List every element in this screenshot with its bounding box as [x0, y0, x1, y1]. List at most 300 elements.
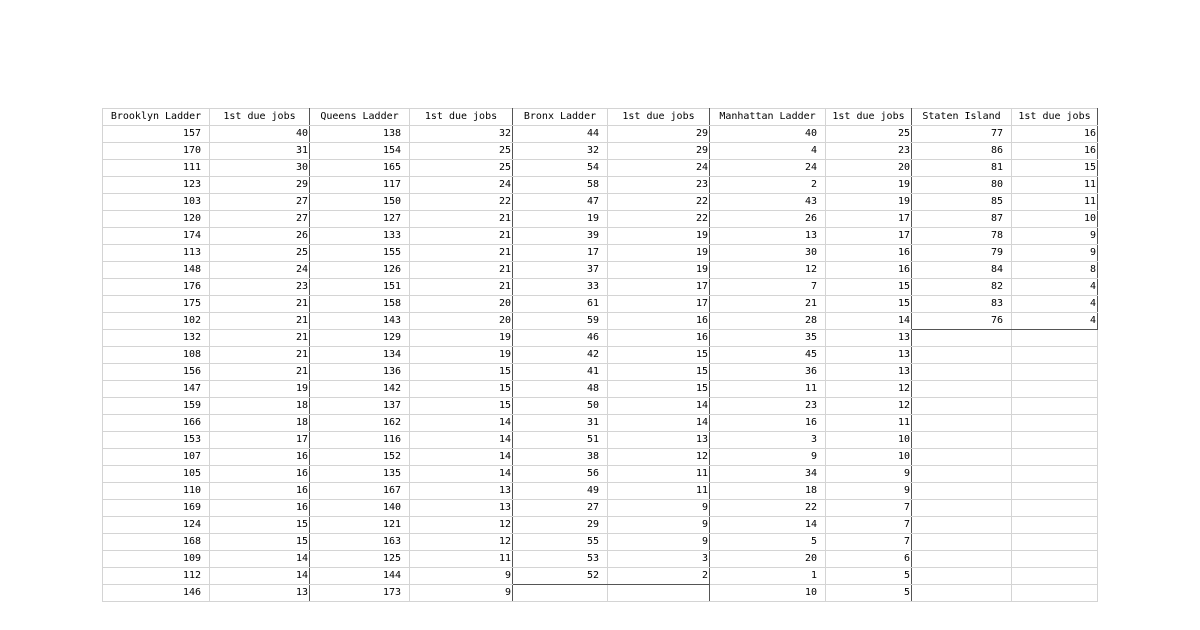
- table-row: [103, 534, 1098, 551]
- cell-first-due-jobs[interactable]: 25: [410, 143, 513, 160]
- cell-ladder-number[interactable]: 80: [912, 177, 1012, 194]
- cell-ladder-number[interactable]: 45: [710, 347, 826, 364]
- cell-ladder-number[interactable]: 31: [513, 415, 608, 432]
- table-row: [103, 500, 1098, 517]
- cell-ladder-number[interactable]: 79: [912, 245, 1012, 262]
- cell-first-due-jobs[interactable]: 19: [826, 194, 912, 211]
- cell-ladder-number[interactable]: 143: [310, 313, 410, 330]
- cell-ladder-number[interactable]: 147: [103, 381, 210, 398]
- cell-ladder-number[interactable]: 16: [710, 415, 826, 432]
- cell-first-due-jobs[interactable]: 15: [1012, 160, 1098, 177]
- cell-empty[interactable]: [912, 551, 1012, 568]
- cell-first-due-jobs[interactable]: 12: [826, 381, 912, 398]
- cell-ladder-number[interactable]: 53: [513, 551, 608, 568]
- cell-first-due-jobs[interactable]: 10: [1012, 211, 1098, 228]
- cell-ladder-number[interactable]: 41: [513, 364, 608, 381]
- cell-first-due-jobs[interactable]: 24: [410, 177, 513, 194]
- table-row: [103, 381, 1098, 398]
- cell-first-due-jobs[interactable]: 21: [410, 211, 513, 228]
- cell-ladder-number[interactable]: 42: [513, 347, 608, 364]
- cell-ladder-number[interactable]: 2: [710, 177, 826, 194]
- cell-ladder-number[interactable]: 134: [310, 347, 410, 364]
- cell-first-due-jobs[interactable]: 19: [608, 228, 710, 245]
- cell-ladder-number[interactable]: 30: [710, 245, 826, 262]
- cell-ladder-number[interactable]: 120: [103, 211, 210, 228]
- cell-first-due-jobs[interactable]: 30: [210, 160, 310, 177]
- cell-empty[interactable]: [1012, 449, 1098, 466]
- cell-first-due-jobs[interactable]: 29: [608, 126, 710, 143]
- cell-ladder-number[interactable]: 165: [310, 160, 410, 177]
- cell-empty[interactable]: [912, 568, 1012, 585]
- cell-ladder-number[interactable]: 142: [310, 381, 410, 398]
- cell-empty[interactable]: [912, 381, 1012, 398]
- cell-first-due-jobs[interactable]: 25: [210, 245, 310, 262]
- cell-empty[interactable]: [1012, 330, 1098, 347]
- cell-first-due-jobs[interactable]: 11: [410, 551, 513, 568]
- cell-first-due-jobs[interactable]: 11: [608, 483, 710, 500]
- cell-first-due-jobs[interactable]: 16: [1012, 143, 1098, 160]
- cell-first-due-jobs[interactable]: 20: [410, 296, 513, 313]
- cell-first-due-jobs[interactable]: 13: [410, 500, 513, 517]
- cell-ladder-number[interactable]: 83: [912, 296, 1012, 313]
- cell-first-due-jobs[interactable]: 24: [210, 262, 310, 279]
- cell-first-due-jobs[interactable]: 18: [210, 415, 310, 432]
- cell-first-due-jobs[interactable]: 15: [410, 364, 513, 381]
- cell-ladder-number[interactable]: 82: [912, 279, 1012, 296]
- cell-first-due-jobs[interactable]: 15: [608, 347, 710, 364]
- column-header-ladder[interactable]: Staten Island: [912, 109, 1012, 126]
- cell-first-due-jobs[interactable]: 17: [826, 211, 912, 228]
- cell-ladder-number[interactable]: 153: [103, 432, 210, 449]
- cell-first-due-jobs[interactable]: 9: [608, 517, 710, 534]
- cell-ladder-number[interactable]: 27: [513, 500, 608, 517]
- cell-empty[interactable]: [912, 432, 1012, 449]
- cell-empty[interactable]: [1012, 534, 1098, 551]
- cell-first-due-jobs[interactable]: 23: [826, 143, 912, 160]
- cell-first-due-jobs[interactable]: 12: [410, 534, 513, 551]
- cell-first-due-jobs[interactable]: 3: [608, 551, 710, 568]
- cell-ladder-number[interactable]: 140: [310, 500, 410, 517]
- cell-ladder-number[interactable]: 24: [710, 160, 826, 177]
- cell-ladder-number[interactable]: 4: [710, 143, 826, 160]
- cell-first-due-jobs[interactable]: 18: [210, 398, 310, 415]
- cell-first-due-jobs[interactable]: 16: [210, 449, 310, 466]
- cell-ladder-number[interactable]: 35: [710, 330, 826, 347]
- cell-first-due-jobs[interactable]: 12: [826, 398, 912, 415]
- cell-empty[interactable]: [1012, 466, 1098, 483]
- cell-empty[interactable]: [1012, 500, 1098, 517]
- cell-ladder-number[interactable]: 126: [310, 262, 410, 279]
- cell-first-due-jobs[interactable]: 20: [410, 313, 513, 330]
- cell-first-due-jobs[interactable]: 21: [410, 279, 513, 296]
- cell-ladder-number[interactable]: 78: [912, 228, 1012, 245]
- cell-ladder-number[interactable]: 48: [513, 381, 608, 398]
- cell-ladder-number[interactable]: 61: [513, 296, 608, 313]
- table-row: [103, 296, 1098, 313]
- cell-first-due-jobs[interactable]: 16: [608, 313, 710, 330]
- cell-empty[interactable]: [1012, 347, 1098, 364]
- cell-ladder-number[interactable]: 86: [912, 143, 1012, 160]
- cell-ladder-number[interactable]: 87: [912, 211, 1012, 228]
- cell-ladder-number[interactable]: 169: [103, 500, 210, 517]
- cell-empty[interactable]: [912, 466, 1012, 483]
- cell-ladder-number[interactable]: 173: [310, 585, 410, 602]
- cell-ladder-number[interactable]: 154: [310, 143, 410, 160]
- column-header-ladder[interactable]: Manhattan Ladder: [710, 109, 826, 126]
- cell-ladder-number[interactable]: 121: [310, 517, 410, 534]
- cell-first-due-jobs[interactable]: 2: [608, 568, 710, 585]
- cell-ladder-number[interactable]: 146: [103, 585, 210, 602]
- cell-first-due-jobs[interactable]: 29: [210, 177, 310, 194]
- cell-ladder-number[interactable]: 1: [710, 568, 826, 585]
- cell-first-due-jobs[interactable]: 9: [608, 534, 710, 551]
- cell-first-due-jobs[interactable]: 29: [608, 143, 710, 160]
- cell-ladder-number[interactable]: 103: [103, 194, 210, 211]
- cell-ladder-number[interactable]: 59: [513, 313, 608, 330]
- cell-first-due-jobs[interactable]: 27: [210, 194, 310, 211]
- cell-ladder-number[interactable]: 116: [310, 432, 410, 449]
- cell-ladder-number[interactable]: 22: [710, 500, 826, 517]
- cell-empty[interactable]: [912, 500, 1012, 517]
- cell-ladder-number[interactable]: 162: [310, 415, 410, 432]
- cell-first-due-jobs[interactable]: 11: [1012, 194, 1098, 211]
- cell-ladder-number[interactable]: 133: [310, 228, 410, 245]
- cell-first-due-jobs[interactable]: 17: [608, 296, 710, 313]
- cell-empty[interactable]: [1012, 568, 1098, 585]
- column-header-jobs[interactable]: 1st due jobs: [608, 109, 710, 126]
- cell-ladder-number[interactable]: 174: [103, 228, 210, 245]
- cell-ladder-number[interactable]: 43: [710, 194, 826, 211]
- cell-first-due-jobs[interactable]: 14: [410, 432, 513, 449]
- cell-first-due-jobs[interactable]: 13: [826, 330, 912, 347]
- cell-first-due-jobs[interactable]: 11: [608, 466, 710, 483]
- cell-empty[interactable]: [912, 398, 1012, 415]
- cell-ladder-number[interactable]: 56: [513, 466, 608, 483]
- cell-empty[interactable]: [1012, 398, 1098, 415]
- cell-first-due-jobs[interactable]: 14: [608, 415, 710, 432]
- cell-ladder-number[interactable]: 117: [310, 177, 410, 194]
- cell-first-due-jobs[interactable]: 17: [826, 228, 912, 245]
- cell-first-due-jobs[interactable]: 9: [1012, 245, 1098, 262]
- table-row: [103, 160, 1098, 177]
- cell-first-due-jobs[interactable]: 14: [210, 551, 310, 568]
- cell-first-due-jobs[interactable]: 31: [210, 143, 310, 160]
- cell-ladder-number[interactable]: 9: [710, 449, 826, 466]
- cell-first-due-jobs[interactable]: 19: [608, 245, 710, 262]
- cell-ladder-number[interactable]: 76: [912, 313, 1012, 330]
- cell-first-due-jobs[interactable]: 14: [410, 466, 513, 483]
- cell-ladder-number[interactable]: 13: [710, 228, 826, 245]
- cell-empty[interactable]: [1012, 415, 1098, 432]
- cell-ladder-number[interactable]: 55: [513, 534, 608, 551]
- cell-first-due-jobs[interactable]: 11: [826, 415, 912, 432]
- cell-first-due-jobs[interactable]: 10: [826, 449, 912, 466]
- cell-empty[interactable]: [912, 483, 1012, 500]
- cell-ladder-number[interactable]: 11: [710, 381, 826, 398]
- table-row: [103, 177, 1098, 194]
- cell-first-due-jobs[interactable]: 12: [410, 517, 513, 534]
- cell-first-due-jobs[interactable]: 40: [210, 126, 310, 143]
- cell-first-due-jobs[interactable]: 9: [410, 568, 513, 585]
- cell-empty[interactable]: [1012, 551, 1098, 568]
- cell-ladder-number[interactable]: 152: [310, 449, 410, 466]
- cell-ladder-number[interactable]: 102: [103, 313, 210, 330]
- cell-first-due-jobs[interactable]: 15: [210, 534, 310, 551]
- cell-ladder-number[interactable]: 124: [103, 517, 210, 534]
- cell-ladder-number[interactable]: 81: [912, 160, 1012, 177]
- cell-ladder-number[interactable]: 105: [103, 466, 210, 483]
- cell-ladder-number[interactable]: 10: [710, 585, 826, 602]
- cell-first-due-jobs[interactable]: 21: [210, 347, 310, 364]
- cell-first-due-jobs[interactable]: 21: [210, 296, 310, 313]
- cell-first-due-jobs[interactable]: 13: [826, 347, 912, 364]
- cell-ladder-number[interactable]: 34: [710, 466, 826, 483]
- cell-ladder-number[interactable]: 5: [710, 534, 826, 551]
- cell-ladder-number[interactable]: 112: [103, 568, 210, 585]
- cell-ladder-number[interactable]: 127: [310, 211, 410, 228]
- cell-empty[interactable]: [608, 585, 710, 602]
- cell-ladder-number[interactable]: 77: [912, 126, 1012, 143]
- cell-first-due-jobs[interactable]: 25: [410, 160, 513, 177]
- cell-ladder-number[interactable]: 58: [513, 177, 608, 194]
- cell-first-due-jobs[interactable]: 5: [826, 568, 912, 585]
- cell-ladder-number[interactable]: 54: [513, 160, 608, 177]
- cell-first-due-jobs[interactable]: 21: [410, 262, 513, 279]
- cell-ladder-number[interactable]: 49: [513, 483, 608, 500]
- cell-ladder-number[interactable]: 135: [310, 466, 410, 483]
- cell-empty[interactable]: [1012, 364, 1098, 381]
- cell-empty[interactable]: [912, 330, 1012, 347]
- cell-first-due-jobs[interactable]: 15: [608, 381, 710, 398]
- cell-ladder-number[interactable]: 159: [103, 398, 210, 415]
- cell-ladder-number[interactable]: 158: [310, 296, 410, 313]
- cell-ladder-number[interactable]: 51: [513, 432, 608, 449]
- column-header-jobs[interactable]: 1st due jobs: [210, 109, 310, 126]
- cell-ladder-number[interactable]: 123: [103, 177, 210, 194]
- cell-ladder-number[interactable]: 39: [513, 228, 608, 245]
- cell-empty[interactable]: [1012, 585, 1098, 602]
- cell-ladder-number[interactable]: 125: [310, 551, 410, 568]
- cell-first-due-jobs[interactable]: 16: [826, 245, 912, 262]
- cell-ladder-number[interactable]: 52: [513, 568, 608, 585]
- cell-ladder-number[interactable]: 84: [912, 262, 1012, 279]
- cell-first-due-jobs[interactable]: 9: [826, 466, 912, 483]
- cell-empty[interactable]: [513, 585, 608, 602]
- cell-first-due-jobs[interactable]: 13: [826, 364, 912, 381]
- cell-ladder-number[interactable]: 37: [513, 262, 608, 279]
- cell-empty[interactable]: [1012, 483, 1098, 500]
- cell-first-due-jobs[interactable]: 25: [826, 126, 912, 143]
- cell-first-due-jobs[interactable]: 14: [826, 313, 912, 330]
- cell-first-due-jobs[interactable]: 9: [826, 483, 912, 500]
- cell-ladder-number[interactable]: 176: [103, 279, 210, 296]
- cell-ladder-number[interactable]: 20: [710, 551, 826, 568]
- cell-first-due-jobs[interactable]: 4: [1012, 279, 1098, 296]
- cell-first-due-jobs[interactable]: 6: [826, 551, 912, 568]
- cell-first-due-jobs[interactable]: 8: [1012, 262, 1098, 279]
- cell-first-due-jobs[interactable]: 16: [210, 500, 310, 517]
- cell-ladder-number[interactable]: 155: [310, 245, 410, 262]
- column-header-ladder[interactable]: Queens Ladder: [310, 109, 410, 126]
- cell-first-due-jobs[interactable]: 20: [826, 160, 912, 177]
- cell-ladder-number[interactable]: 40: [710, 126, 826, 143]
- cell-ladder-number[interactable]: 151: [310, 279, 410, 296]
- cell-empty[interactable]: [912, 517, 1012, 534]
- cell-first-due-jobs[interactable]: 22: [410, 194, 513, 211]
- cell-first-due-jobs[interactable]: 32: [410, 126, 513, 143]
- cell-ladder-number[interactable]: 144: [310, 568, 410, 585]
- cell-ladder-number[interactable]: 33: [513, 279, 608, 296]
- cell-first-due-jobs[interactable]: 9: [410, 585, 513, 602]
- cell-first-due-jobs[interactable]: 17: [210, 432, 310, 449]
- cell-first-due-jobs[interactable]: 19: [410, 347, 513, 364]
- cell-ladder-number[interactable]: 19: [513, 211, 608, 228]
- cell-first-due-jobs[interactable]: 7: [826, 534, 912, 551]
- cell-first-due-jobs[interactable]: 22: [608, 211, 710, 228]
- cell-ladder-number[interactable]: 47: [513, 194, 608, 211]
- cell-ladder-number[interactable]: 111: [103, 160, 210, 177]
- cell-first-due-jobs[interactable]: 19: [608, 262, 710, 279]
- column-header-ladder[interactable]: Bronx Ladder: [513, 109, 608, 126]
- cell-first-due-jobs[interactable]: 19: [826, 177, 912, 194]
- column-header-jobs[interactable]: 1st due jobs: [410, 109, 513, 126]
- cell-ladder-number[interactable]: 17: [513, 245, 608, 262]
- column-header-ladder[interactable]: Brooklyn Ladder: [103, 109, 210, 126]
- cell-ladder-number[interactable]: 163: [310, 534, 410, 551]
- cell-ladder-number[interactable]: 28: [710, 313, 826, 330]
- cell-first-due-jobs[interactable]: 13: [410, 483, 513, 500]
- cell-first-due-jobs[interactable]: 19: [210, 381, 310, 398]
- cell-first-due-jobs[interactable]: 15: [210, 517, 310, 534]
- cell-empty[interactable]: [912, 364, 1012, 381]
- cell-first-due-jobs[interactable]: 24: [608, 160, 710, 177]
- table-row: [103, 398, 1098, 415]
- cell-first-due-jobs[interactable]: 15: [608, 364, 710, 381]
- cell-ladder-number[interactable]: 150: [310, 194, 410, 211]
- cell-ladder-number[interactable]: 129: [310, 330, 410, 347]
- cell-first-due-jobs[interactable]: 16: [210, 483, 310, 500]
- cell-ladder-number[interactable]: 23: [710, 398, 826, 415]
- cell-empty[interactable]: [1012, 432, 1098, 449]
- cell-first-due-jobs[interactable]: 12: [608, 449, 710, 466]
- cell-first-due-jobs[interactable]: 13: [210, 585, 310, 602]
- cell-ladder-number[interactable]: 136: [310, 364, 410, 381]
- cell-first-due-jobs[interactable]: 17: [608, 279, 710, 296]
- cell-ladder-number[interactable]: 170: [103, 143, 210, 160]
- cell-first-due-jobs[interactable]: 21: [410, 245, 513, 262]
- cell-ladder-number[interactable]: 14: [710, 517, 826, 534]
- cell-empty[interactable]: [912, 534, 1012, 551]
- cell-ladder-number[interactable]: 166: [103, 415, 210, 432]
- cell-ladder-number[interactable]: 110: [103, 483, 210, 500]
- cell-ladder-number[interactable]: 113: [103, 245, 210, 262]
- cell-empty[interactable]: [912, 449, 1012, 466]
- cell-first-due-jobs[interactable]: 14: [410, 415, 513, 432]
- cell-first-due-jobs[interactable]: 9: [608, 500, 710, 517]
- cell-ladder-number[interactable]: 7: [710, 279, 826, 296]
- cell-empty[interactable]: [912, 415, 1012, 432]
- cell-ladder-number[interactable]: 85: [912, 194, 1012, 211]
- cell-empty[interactable]: [912, 347, 1012, 364]
- cell-first-due-jobs[interactable]: 16: [1012, 126, 1098, 143]
- cell-first-due-jobs[interactable]: 23: [608, 177, 710, 194]
- cell-ladder-number[interactable]: 36: [710, 364, 826, 381]
- cell-first-due-jobs[interactable]: 16: [210, 466, 310, 483]
- table-row: [103, 551, 1098, 568]
- cell-first-due-jobs[interactable]: 7: [826, 500, 912, 517]
- cell-first-due-jobs[interactable]: 15: [826, 279, 912, 296]
- cell-first-due-jobs[interactable]: 23: [210, 279, 310, 296]
- column-header-jobs[interactable]: 1st due jobs: [1012, 109, 1098, 126]
- cell-first-due-jobs[interactable]: 21: [410, 228, 513, 245]
- cell-ladder-number[interactable]: 138: [310, 126, 410, 143]
- cell-first-due-jobs[interactable]: 14: [608, 398, 710, 415]
- cell-ladder-number[interactable]: 18: [710, 483, 826, 500]
- cell-first-due-jobs[interactable]: 9: [1012, 228, 1098, 245]
- cell-empty[interactable]: [1012, 517, 1098, 534]
- cell-ladder-number[interactable]: 157: [103, 126, 210, 143]
- cell-ladder-number[interactable]: 50: [513, 398, 608, 415]
- cell-ladder-number[interactable]: 137: [310, 398, 410, 415]
- cell-ladder-number[interactable]: 156: [103, 364, 210, 381]
- cell-ladder-number[interactable]: 26: [710, 211, 826, 228]
- cell-ladder-number[interactable]: 3: [710, 432, 826, 449]
- cell-ladder-number[interactable]: 107: [103, 449, 210, 466]
- cell-first-due-jobs[interactable]: 4: [1012, 296, 1098, 313]
- cell-first-due-jobs[interactable]: 16: [608, 330, 710, 347]
- cell-first-due-jobs[interactable]: 16: [826, 262, 912, 279]
- cell-first-due-jobs[interactable]: 15: [826, 296, 912, 313]
- cell-first-due-jobs[interactable]: 13: [608, 432, 710, 449]
- cell-first-due-jobs[interactable]: 21: [210, 330, 310, 347]
- cell-ladder-number[interactable]: 46: [513, 330, 608, 347]
- cell-first-due-jobs[interactable]: 15: [410, 381, 513, 398]
- cell-first-due-jobs[interactable]: 5: [826, 585, 912, 602]
- cell-ladder-number[interactable]: 132: [103, 330, 210, 347]
- cell-first-due-jobs[interactable]: 21: [210, 313, 310, 330]
- cell-first-due-jobs[interactable]: 19: [410, 330, 513, 347]
- cell-first-due-jobs[interactable]: 11: [1012, 177, 1098, 194]
- cell-first-due-jobs[interactable]: 26: [210, 228, 310, 245]
- table-row: [103, 245, 1098, 262]
- cell-ladder-number[interactable]: 109: [103, 551, 210, 568]
- cell-first-due-jobs[interactable]: 27: [210, 211, 310, 228]
- cell-ladder-number[interactable]: 148: [103, 262, 210, 279]
- cell-ladder-number[interactable]: 32: [513, 143, 608, 160]
- cell-empty[interactable]: [1012, 381, 1098, 398]
- cell-first-due-jobs[interactable]: 14: [410, 449, 513, 466]
- cell-ladder-number[interactable]: 108: [103, 347, 210, 364]
- table-row: [103, 143, 1098, 160]
- column-header-jobs[interactable]: 1st due jobs: [826, 109, 912, 126]
- cell-first-due-jobs[interactable]: 10: [826, 432, 912, 449]
- cell-ladder-number[interactable]: 168: [103, 534, 210, 551]
- cell-first-due-jobs[interactable]: 7: [826, 517, 912, 534]
- cell-ladder-number[interactable]: 21: [710, 296, 826, 313]
- cell-ladder-number[interactable]: 44: [513, 126, 608, 143]
- cell-first-due-jobs[interactable]: 22: [608, 194, 710, 211]
- cell-ladder-number[interactable]: 167: [310, 483, 410, 500]
- cell-first-due-jobs[interactable]: 4: [1012, 313, 1098, 330]
- cell-ladder-number[interactable]: 29: [513, 517, 608, 534]
- cell-ladder-number[interactable]: 175: [103, 296, 210, 313]
- cell-first-due-jobs[interactable]: 14: [210, 568, 310, 585]
- cell-first-due-jobs[interactable]: 21: [210, 364, 310, 381]
- cell-empty[interactable]: [912, 585, 1012, 602]
- cell-first-due-jobs[interactable]: 15: [410, 398, 513, 415]
- cell-ladder-number[interactable]: 12: [710, 262, 826, 279]
- cell-ladder-number[interactable]: 38: [513, 449, 608, 466]
